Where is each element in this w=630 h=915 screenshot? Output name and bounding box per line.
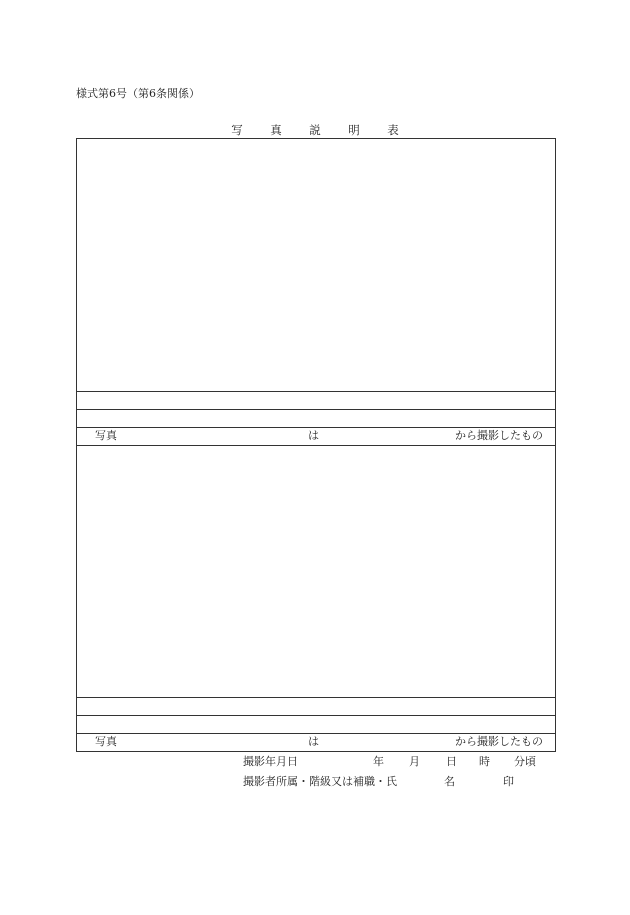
divider <box>77 391 555 392</box>
photo-label: 写真 <box>95 735 117 748</box>
caption-row-1 <box>77 427 555 444</box>
day-label: 日 <box>446 755 457 768</box>
title-char: 明 <box>348 123 360 137</box>
photo-area-2[interactable] <box>77 445 555 697</box>
shooting-date-line <box>0 753 630 769</box>
minute-label: 分頃 <box>514 755 536 768</box>
title-char: 説 <box>309 123 321 137</box>
divider <box>77 715 555 716</box>
photographer-line <box>0 773 630 789</box>
caption-suffix: から撮影したもの <box>455 735 543 748</box>
photo-label: 写真 <box>95 429 117 442</box>
hour-label: 時 <box>479 755 490 768</box>
divider <box>77 409 555 410</box>
title-char: 真 <box>270 123 282 137</box>
seal-label: 印 <box>503 775 514 788</box>
divider <box>77 697 555 698</box>
photo-area-1[interactable] <box>77 139 555 391</box>
month-label: 月 <box>409 755 420 768</box>
caption-suffix: から撮影したもの <box>455 429 543 442</box>
form-number: 様式第6号（第6条関係） <box>76 87 200 100</box>
year-label: 年 <box>373 755 384 768</box>
name-label: 名 <box>444 775 455 788</box>
title-char: 表 <box>387 123 399 137</box>
title-char: 写 <box>231 123 243 137</box>
shooting-date-label: 撮影年月日 <box>243 755 298 768</box>
photographer-label: 撮影者所属・階級又は補職・氏 <box>243 775 397 788</box>
document-title <box>230 122 400 138</box>
caption-row-2 <box>77 733 555 750</box>
caption-particle: は <box>308 735 319 748</box>
caption-particle: は <box>308 429 319 442</box>
photo-description-table <box>76 138 556 752</box>
